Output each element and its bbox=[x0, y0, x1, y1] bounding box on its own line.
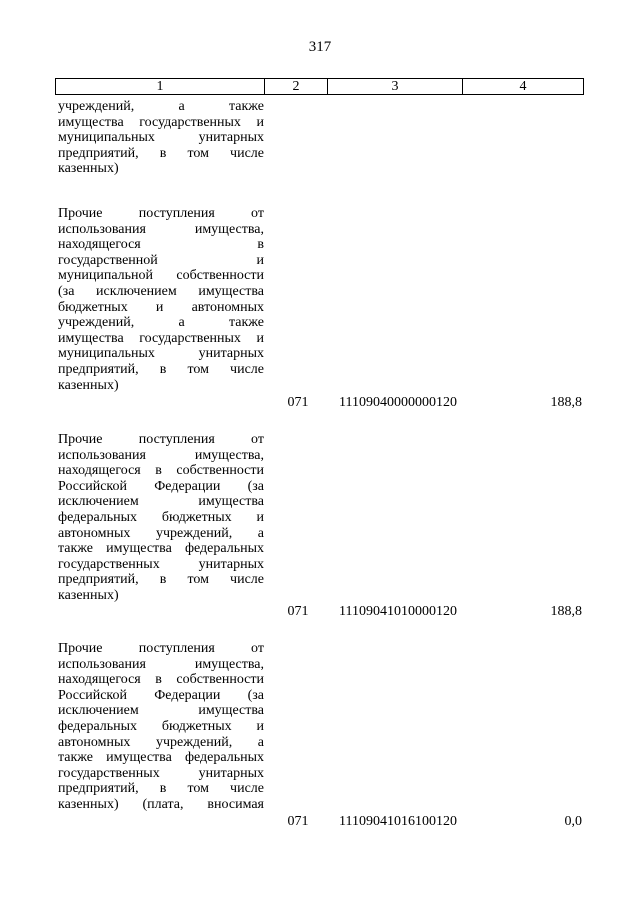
desc-line: казенных) bbox=[58, 161, 119, 177]
desc-line: находящегося в собственности bbox=[58, 463, 264, 479]
desc-line: Прочие поступления от bbox=[58, 432, 264, 447]
row-1-description bbox=[58, 206, 264, 393]
row-1-kbk-code: 11109040000000120 bbox=[339, 395, 457, 410]
desc-line: имущества государственных и bbox=[58, 330, 264, 346]
desc-line: Российской Федерации (за bbox=[58, 687, 264, 703]
desc-line: имущества государственных и bbox=[58, 114, 264, 130]
table-header bbox=[55, 78, 584, 95]
row-3-kbk-code: 11109041016100120 bbox=[339, 814, 457, 829]
row-2-amount: 188,8 bbox=[550, 604, 582, 619]
desc-line: автономных учреждений, а bbox=[58, 734, 264, 750]
desc-line: также имущества федеральных bbox=[58, 750, 264, 766]
desc-line: федеральных бюджетных и bbox=[58, 509, 264, 525]
desc-line: государственной и bbox=[58, 252, 264, 268]
header-col-3: 3 bbox=[328, 79, 463, 94]
desc-line: предприятий, в том числе bbox=[58, 781, 264, 797]
row-1-amount: 188,8 bbox=[550, 395, 582, 410]
desc-line: Прочие поступления от bbox=[58, 206, 264, 221]
desc-line: муниципальных унитарных bbox=[58, 346, 264, 362]
desc-line: (за исключением имущества bbox=[58, 283, 264, 299]
desc-line: казенных) bbox=[58, 587, 119, 603]
row-3-amount: 0,0 bbox=[564, 814, 582, 829]
row-1-admin-code: 071 bbox=[287, 395, 309, 410]
desc-line: использования имущества, bbox=[58, 447, 264, 463]
desc-line: предприятий, в том числе bbox=[58, 361, 264, 377]
desc-line: муниципальных унитарных bbox=[58, 130, 264, 146]
desc-line: автономных учреждений, а bbox=[58, 525, 264, 541]
row-3-admin-code: 071 bbox=[287, 814, 309, 829]
desc-line: Прочие поступления от bbox=[58, 641, 264, 656]
desc-line: находящегося в bbox=[58, 237, 264, 253]
desc-line: казенных) (плата, вносимая bbox=[58, 796, 264, 812]
header-col-4: 4 bbox=[519, 79, 527, 94]
page-number: 317 bbox=[308, 39, 332, 55]
desc-line: государственных унитарных bbox=[58, 765, 264, 781]
desc-line: учреждений, а также bbox=[58, 99, 264, 114]
desc-line: казенных) bbox=[58, 377, 119, 393]
desc-line: находящегося в собственности bbox=[58, 672, 264, 688]
desc-line: также имущества федеральных bbox=[58, 541, 264, 557]
row-2-description bbox=[58, 432, 264, 604]
desc-line: государственных унитарных bbox=[58, 556, 264, 572]
desc-line: учреждений, а также bbox=[58, 315, 264, 331]
header-col-1: 1 bbox=[56, 79, 265, 94]
desc-line: исключением имущества bbox=[58, 703, 264, 719]
desc-line: федеральных бюджетных и bbox=[58, 718, 264, 734]
row-2-kbk-code: 11109041010000120 bbox=[339, 604, 457, 619]
desc-line: использования имущества, bbox=[58, 656, 264, 672]
row-3-description bbox=[58, 641, 264, 813]
row-2-admin-code: 071 bbox=[287, 604, 309, 619]
desc-line: предприятий, в том числе bbox=[58, 145, 264, 161]
desc-line: использования имущества, bbox=[58, 221, 264, 237]
desc-line: бюджетных и автономных bbox=[58, 299, 264, 315]
header-col-2: 2 bbox=[265, 79, 328, 94]
desc-line: предприятий, в том числе bbox=[58, 572, 264, 588]
desc-line: муниципальной собственности bbox=[58, 268, 264, 284]
desc-line: исключением имущества bbox=[58, 494, 264, 510]
continuation-description bbox=[58, 99, 264, 177]
desc-line: Российской Федерации (за bbox=[58, 478, 264, 494]
